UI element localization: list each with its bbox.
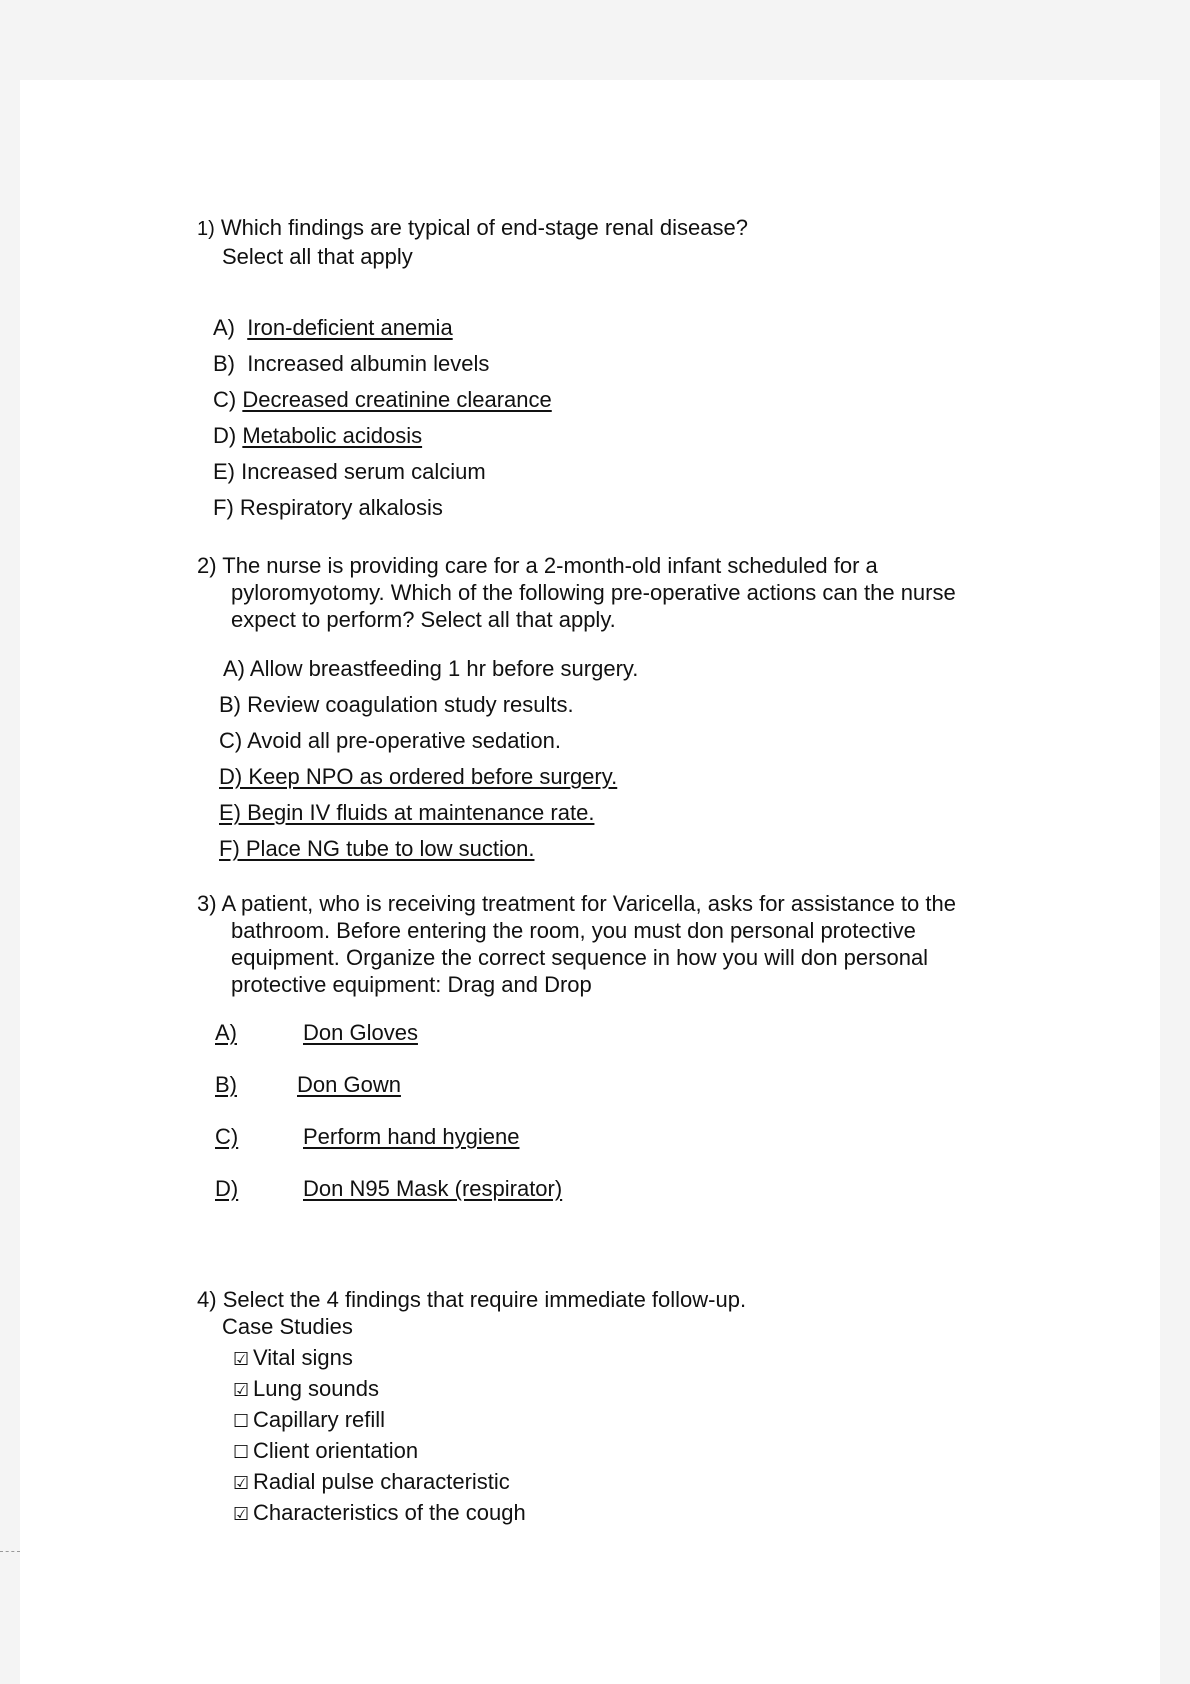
q2-option-f[interactable]: F) Place NG tube to low suction. [219, 836, 535, 861]
question-4-number: 4) [197, 1287, 217, 1312]
q4-item-radial-pulse[interactable]: ☑ Radial pulse characteristic [233, 1467, 526, 1498]
q1-option-f[interactable]: F) Respiratory alkalosis [213, 495, 443, 520]
q4-item-client-orientation[interactable]: ☐ Client orientation [233, 1436, 526, 1467]
question-3-line-2: bathroom. Before entering the room, you must don personal protective [231, 918, 916, 943]
question-2 [197, 552, 956, 633]
question-1-number: 1) [197, 218, 215, 240]
q1-option-d[interactable]: D) Metabolic acidosis [213, 423, 423, 448]
question-3-line-3: equipment. Organize the correct sequence in how you will don personal [231, 945, 929, 970]
checkbox-checked-icon[interactable]: ☑ [233, 1349, 250, 1370]
checkbox-checked-icon[interactable]: ☑ [233, 1380, 250, 1401]
question-2-line-2: pyloromyotomy. Which of the following pre-operative actions can the nurse [231, 580, 956, 605]
question-2-line-3: expect to perform? Select all that apply. [231, 607, 616, 632]
q2-option-d[interactable]: D) Keep NPO as ordered before surgery. [219, 764, 618, 789]
question-1-stem [197, 214, 748, 243]
question-4 [197, 1286, 746, 1340]
q1-option-c[interactable]: C) Decreased creatinine clearance [213, 387, 552, 412]
q1-option-a[interactable]: A) Iron-deficient anemia [213, 315, 453, 340]
question-1-text: Which findings are typical of end-stage renal disease? [220, 215, 748, 240]
question-2-number: 2) [197, 553, 217, 578]
q4-item-cough[interactable]: ☑ Characteristics of the cough [233, 1498, 526, 1529]
checkbox-checked-icon[interactable]: ☑ [233, 1504, 250, 1525]
q3-drag-item-b[interactable]: B) Don Gown [215, 1072, 401, 1097]
question-1 [197, 214, 748, 270]
question-4-subheading: Case Studies [222, 1314, 353, 1339]
q2-option-b[interactable]: B) Review coagulation study results. [219, 692, 574, 717]
page-edge-mark [0, 1551, 20, 1552]
q1-option-e[interactable]: E) Increased serum calcium [213, 459, 486, 484]
q3-drag-item-a[interactable]: A) Don Gloves [215, 1020, 418, 1045]
question-3-number: 3) [197, 891, 217, 916]
question-1-instruction: Select all that apply [222, 244, 413, 269]
question-3-sequence [215, 1018, 562, 1226]
checkbox-unchecked-icon[interactable]: ☐ [233, 1442, 250, 1463]
q3-drag-item-d[interactable]: D) Don N95 Mask (respirator) [215, 1176, 563, 1201]
q2-option-a[interactable]: A) Allow breastfeeding 1 hr before surgery. [223, 656, 639, 681]
question-2-options [219, 654, 638, 870]
q1-option-b[interactable]: B) Increased albumin levels [213, 351, 490, 376]
question-3-line-1: 3) A patient, who is receiving treatment for Varicella, asks for assistance to the [197, 891, 956, 916]
question-4-checklist [233, 1343, 526, 1529]
q2-option-c[interactable]: C) Avoid all pre-operative sedation. [219, 728, 562, 753]
q4-item-capillary-refill[interactable]: ☐ Capillary refill [233, 1405, 526, 1436]
q4-item-lung-sounds[interactable]: ☑ Lung sounds [233, 1374, 526, 1405]
checkbox-unchecked-icon[interactable]: ☐ [233, 1411, 250, 1432]
question-3-line-4: protective equipment: Drag and Drop [231, 972, 592, 997]
checkbox-checked-icon[interactable]: ☑ [233, 1473, 250, 1494]
document-page [20, 80, 1160, 1684]
question-4-stem: 4) Select the 4 findings that require immediate follow-up. [197, 1287, 747, 1312]
question-2-line-1: 2) The nurse is providing care for a 2-month-old infant scheduled for a [197, 553, 878, 578]
q3-drag-item-c[interactable]: C) Perform hand hygiene [215, 1124, 520, 1149]
question-3 [197, 890, 956, 998]
question-1-options [213, 313, 552, 529]
q4-item-vital-signs[interactable]: ☑ Vital signs [233, 1343, 526, 1374]
q2-option-e[interactable]: E) Begin IV fluids at maintenance rate. [219, 800, 595, 825]
